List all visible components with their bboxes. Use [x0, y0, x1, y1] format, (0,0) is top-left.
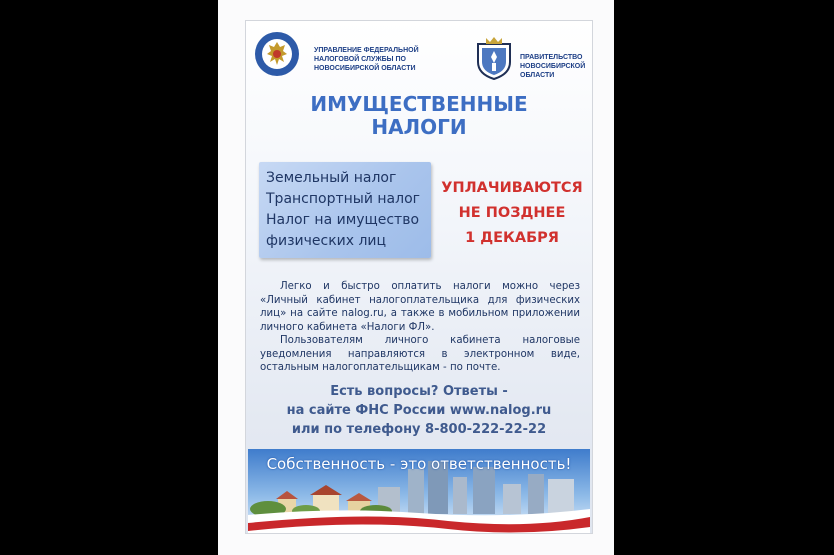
info-text — [260, 280, 580, 375]
tax-item: физических лиц — [266, 233, 387, 249]
tax-list-box — [259, 162, 431, 258]
tax-item: Транспортный налог — [266, 191, 420, 207]
government-name: ПРАВИТЕЛЬСТВО НОВОСИБИРСКОЙ ОБЛАСТИ — [520, 54, 586, 79]
document-page — [218, 0, 614, 555]
tax-item: Земельный налог — [266, 170, 397, 186]
title-line: ИМУЩЕСТВЕННЫЕ — [310, 92, 528, 116]
tax-item: Налог на имущество — [266, 212, 420, 228]
contact-line: на сайте ФНС России www.nalog.ru — [286, 403, 552, 418]
tax-poster — [245, 20, 593, 534]
contact-line: или по телефону 8-800-222-22-22 — [291, 422, 547, 437]
deadline-line: 1 ДЕКАБРЯ — [465, 230, 559, 246]
deadline-line: УПЛАЧИВАЮТСЯ — [441, 180, 583, 196]
title-line: НАЛОГИ — [371, 115, 467, 139]
info-paragraph: Пользователям личного кабинета налоговые уведомления направляются в электронном виде, остальным налогоплательщикам - по почте. — [260, 335, 580, 373]
payment-deadline — [436, 176, 588, 251]
info-paragraph: Легко и быстро оплатить налоги можно через «Личный кабинет налогоплательщика для физических лиц» на сайте nalog.ru, а также в мобильном приложении личного кабинета «Налоги ФЛ». — [260, 281, 580, 333]
deadline-line: НЕ ПОЗДНЕЕ — [458, 205, 566, 221]
contact-info — [246, 382, 592, 439]
fns-emblem-icon — [254, 31, 300, 77]
city-banner — [248, 449, 590, 534]
novosibirsk-crest-icon — [473, 36, 515, 80]
fns-name: УПРАВЛЕНИЕ ФЕДЕРАЛЬНОЙ НАЛОГОВОЙ СЛУЖБЫ ПО НОВОСИБИРСКОЙ ОБЛАСТИ — [314, 47, 419, 72]
poster-title — [246, 93, 592, 139]
slogan: Собственность - это ответственность! — [266, 455, 572, 473]
contact-line: Есть вопросы? Ответы - — [330, 384, 508, 399]
